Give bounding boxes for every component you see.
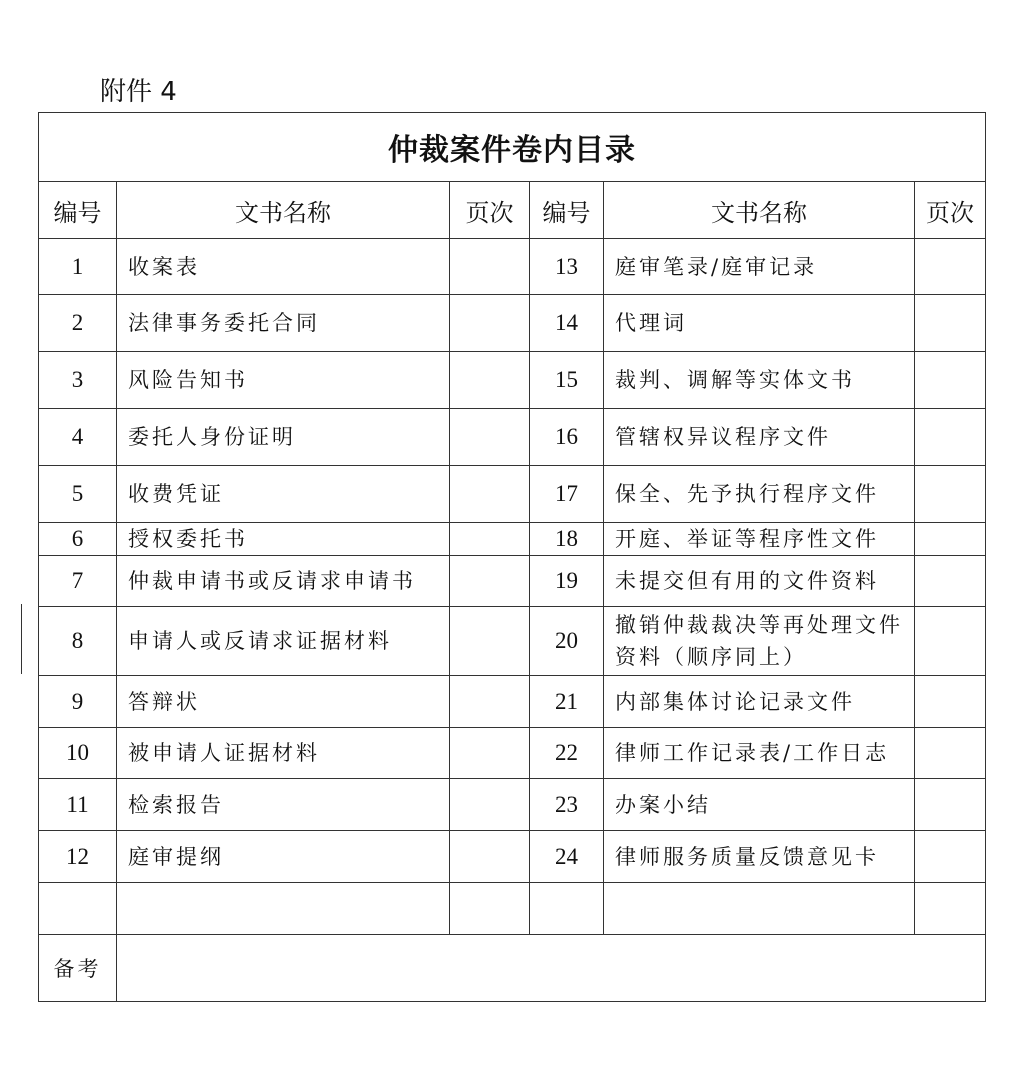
table-title: 仲裁案件卷内目录: [39, 113, 986, 182]
table-row: [39, 728, 986, 779]
header-docname-right: 文书名称: [604, 182, 915, 239]
margin-mark: [21, 604, 22, 674]
table-row: [39, 523, 986, 556]
entry-pages: [915, 466, 986, 523]
blank-cell: [530, 883, 604, 935]
entry-name: 管辖权异议程序文件: [604, 409, 915, 466]
entry-name: 风险告知书: [117, 352, 450, 409]
entry-number: 16: [530, 409, 604, 466]
remark-row: [39, 935, 986, 1002]
entry-pages: [450, 466, 530, 523]
entry-name: 委托人身份证明: [117, 409, 450, 466]
remark-content: [117, 935, 986, 1002]
table-row: [39, 239, 986, 295]
header-docname-left: 文书名称: [117, 182, 450, 239]
entry-name: 撤销仲裁裁决等再处理文件资料（顺序同上）: [604, 607, 915, 676]
entry-number: 13: [530, 239, 604, 295]
header-number-left: 编号: [39, 182, 117, 239]
entry-pages: [915, 728, 986, 779]
table-row: [39, 295, 986, 352]
entry-number: 7: [39, 556, 117, 607]
entry-pages: [915, 523, 986, 556]
header-row: [39, 182, 986, 239]
remark-label: 备考: [39, 935, 117, 1002]
entry-name: 仲裁申请书或反请求申请书: [117, 556, 450, 607]
entry-number: 23: [530, 779, 604, 831]
blank-cell: [450, 883, 530, 935]
entry-pages: [915, 352, 986, 409]
entry-number: 2: [39, 295, 117, 352]
entry-pages: [450, 409, 530, 466]
entry-number: 1: [39, 239, 117, 295]
table-row: [39, 352, 986, 409]
entry-pages: [450, 352, 530, 409]
entry-pages: [915, 779, 986, 831]
entry-number: 21: [530, 676, 604, 728]
entry-number: 11: [39, 779, 117, 831]
entry-pages: [915, 409, 986, 466]
entry-name: 授权委托书: [117, 523, 450, 556]
header-number-right: 编号: [530, 182, 604, 239]
entry-name: 代理词: [604, 295, 915, 352]
table-row: [39, 409, 986, 466]
entry-pages: [915, 676, 986, 728]
entry-number: 5: [39, 466, 117, 523]
entry-name: 未提交但有用的文件资料: [604, 556, 915, 607]
entry-pages: [915, 295, 986, 352]
blank-row: [39, 883, 986, 935]
entry-number: 9: [39, 676, 117, 728]
entry-number: 17: [530, 466, 604, 523]
title-row: [39, 113, 986, 182]
entry-pages: [450, 239, 530, 295]
entry-number: 10: [39, 728, 117, 779]
table-row: [39, 556, 986, 607]
entry-number: 24: [530, 831, 604, 883]
entry-name: 申请人或反请求证据材料: [117, 607, 450, 676]
entry-pages: [450, 676, 530, 728]
entry-name: 庭审提纲: [117, 831, 450, 883]
entry-pages: [450, 728, 530, 779]
entry-number: 22: [530, 728, 604, 779]
attachment-label: 附件 4: [100, 77, 177, 107]
blank-cell: [604, 883, 915, 935]
entry-pages: [915, 239, 986, 295]
entry-number: 4: [39, 409, 117, 466]
entry-pages: [915, 607, 986, 676]
entry-number: 6: [39, 523, 117, 556]
blank-cell: [915, 883, 986, 935]
entry-name: 裁判、调解等实体文书: [604, 352, 915, 409]
catalog-body: [39, 113, 986, 1002]
header-pages-left: 页次: [450, 182, 530, 239]
entry-pages: [915, 831, 986, 883]
entry-name: 检索报告: [117, 779, 450, 831]
blank-cell: [117, 883, 450, 935]
entry-name: 被申请人证据材料: [117, 728, 450, 779]
entry-name: 律师服务质量反馈意见卡: [604, 831, 915, 883]
entry-name: 庭审笔录/庭审记录: [604, 239, 915, 295]
entry-name: 收案表: [117, 239, 450, 295]
entry-pages: [450, 523, 530, 556]
entry-pages: [450, 779, 530, 831]
entry-name: 保全、先予执行程序文件: [604, 466, 915, 523]
entry-name: 开庭、举证等程序性文件: [604, 523, 915, 556]
entry-number: 19: [530, 556, 604, 607]
entry-name: 答辩状: [117, 676, 450, 728]
table-row: [39, 779, 986, 831]
blank-cell: [39, 883, 117, 935]
entry-name: 内部集体讨论记录文件: [604, 676, 915, 728]
entry-name: 办案小结: [604, 779, 915, 831]
entry-pages: [450, 831, 530, 883]
table-row: [39, 676, 986, 728]
entry-pages: [450, 295, 530, 352]
entry-number: 8: [39, 607, 117, 676]
catalog-table: [38, 112, 986, 1002]
entry-pages: [450, 556, 530, 607]
entry-number: 12: [39, 831, 117, 883]
entry-number: 15: [530, 352, 604, 409]
entry-name: 收费凭证: [117, 466, 450, 523]
table-row: [39, 831, 986, 883]
entry-number: 20: [530, 607, 604, 676]
table-row: [39, 466, 986, 523]
entry-number: 18: [530, 523, 604, 556]
entry-number: 14: [530, 295, 604, 352]
entry-name: 律师工作记录表/工作日志: [604, 728, 915, 779]
entry-name: 法律事务委托合同: [117, 295, 450, 352]
entry-number: 3: [39, 352, 117, 409]
entry-pages: [450, 607, 530, 676]
table-row: [39, 607, 986, 676]
entry-pages: [915, 556, 986, 607]
header-pages-right: 页次: [915, 182, 986, 239]
